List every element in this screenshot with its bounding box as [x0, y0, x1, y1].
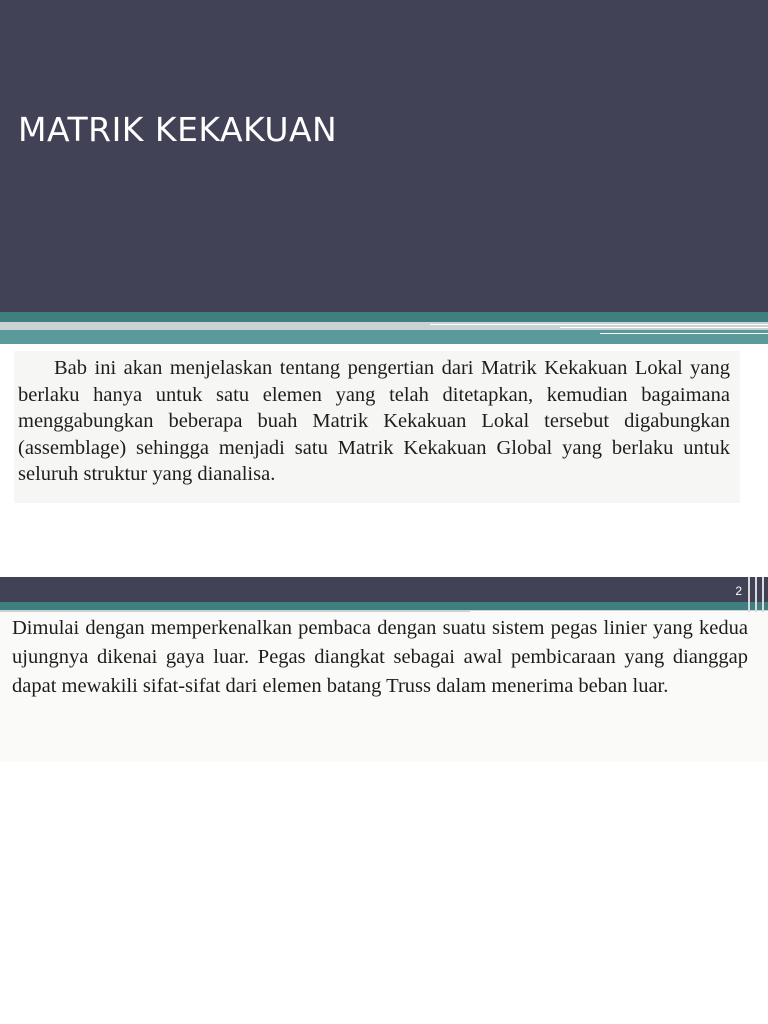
paragraph-text: Bab ini akan menjelaskan tentang pengertian dari Matrik Kekakuan Lokal yang berlaku hanya untuk satu elemen yang telah ditetapkan, kemudian bagaimana menggabungkan beberapa buah Matrik Kekakuan Lokal tersebut digabungkan (assemblage) sehingga menjadi satu Matrik Kekakuan Global yang berlaku untuk seluruh struktur yang dianalisa.	[18, 357, 730, 485]
accent-line	[430, 324, 768, 325]
accent-line	[560, 327, 768, 328]
page-number: 2	[735, 584, 742, 598]
slide-title: MATRIK KEKAKUAN	[18, 110, 338, 149]
slide1-header	[0, 0, 768, 312]
body-paragraph: Dimulai dengan memperkenalkan pembaca dengan suatu sistem pegas linier yang kedua ujungnya dikenai gaya luar. Pegas diangkat sebagai awal pembicaraan yang dianggap dapat mewakili sifat-sifat dari elemen batang Truss dalam menerima beban luar.	[12, 617, 748, 697]
header-accent-band	[0, 602, 768, 610]
slide2-header	[0, 577, 768, 602]
scanned-text-block	[0, 612, 768, 762]
scanned-text-block	[14, 351, 740, 503]
body-paragraph	[18, 355, 730, 488]
header-accent-band	[0, 312, 768, 322]
accent-line	[600, 333, 768, 334]
